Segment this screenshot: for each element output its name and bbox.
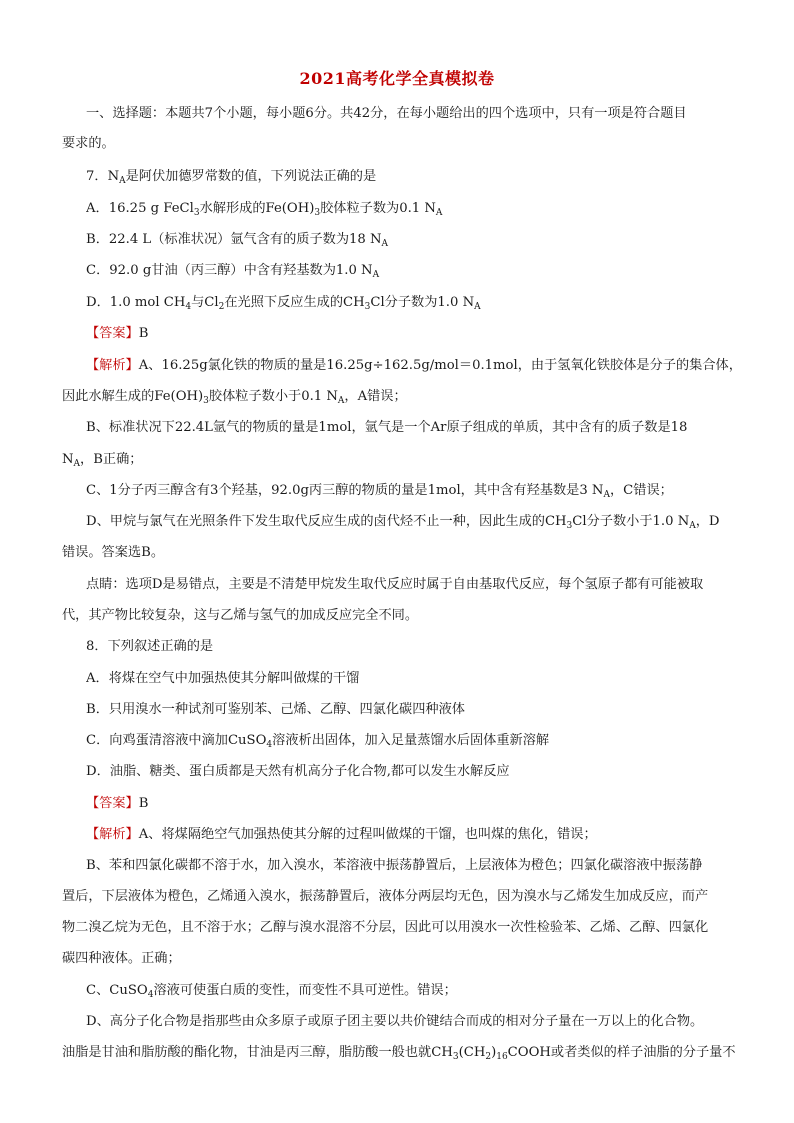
q7-explanation-line1 (86, 356, 742, 376)
text-fragment: C．92.0 g甘油（丙三醇）中含有羟基数为1.0 N (86, 263, 373, 278)
text-fragment: C、1分子丙三醇含有3个羟基，92.0g丙三醇的物质的量是1mol，其中含有羟基数是3 N (86, 483, 604, 498)
text-fragment: 7．N (86, 169, 120, 184)
text-fragment: 4 (266, 740, 273, 750)
text-fragment: D．1.0 mol CH (86, 295, 186, 310)
section-instructions-line1: 一、选择题：本题共7个小题，每小题6分。共42分，在每小题给出的四个选项中，只有一项是符合题目 (86, 106, 687, 121)
text-fragment: 与Cl (191, 295, 219, 310)
text-fragment: A (372, 270, 380, 280)
q8-answer (86, 794, 742, 814)
q7-option-a (86, 199, 742, 219)
text-fragment: 油脂是甘油和脂肪酸的酯化物，甘油是丙三醇，脂肪酸一般也就CH (62, 1045, 453, 1060)
text-fragment: ，D (695, 514, 720, 529)
text-fragment: 3 (203, 396, 209, 406)
q7-explanation-line6 (86, 512, 742, 532)
text-fragment: 3 (452, 1052, 459, 1062)
q8-stem: 8．下列叙述正确的是 (86, 639, 214, 654)
q7-tip-line2: 代，其产物比较复杂，这与乙烯与氢气的加成反应完全不同。 (62, 608, 419, 623)
text-fragment: ，B正确； (80, 452, 143, 467)
q7-explanation-line7: 错误。答案选B。 (62, 545, 165, 560)
text-fragment: 3 (364, 302, 371, 312)
text-fragment: A、将煤隔绝空气加强热使其分解的过程叫做煤的干馏，也叫煤的焦化，错误； (138, 827, 597, 842)
q7-option-b (86, 230, 742, 250)
text-fragment: ，A错误； (344, 389, 407, 404)
q8-option-b: B．只用溴水一种试剂可鉴别苯、己烯、乙醇、四氯化碳四种液体 (86, 702, 465, 717)
text-fragment: C．向鸡蛋清溶液中滴加CuSO (86, 733, 267, 748)
text-fragment: 16 (496, 1052, 508, 1062)
text-fragment: B (138, 326, 149, 341)
text-fragment: (CH (458, 1045, 486, 1060)
text-fragment: A (119, 176, 126, 186)
q7-tip-line1: 点睛：选项D是易错点，主要是不清楚甲烷发生取代反应时属于自由基取代反应，每个氢原子都有可能被取 (86, 577, 704, 592)
text-fragment: B．22.4 L（标准状况）氩气含有的质子数为18 N (86, 232, 382, 247)
q7-option-c (86, 261, 742, 281)
q8-explanation-line2: B、苯和四氯化碳都不溶于水，加入溴水，苯溶液中振荡静置后，上层液体为橙色；四氯化碳溶液中振荡静 (86, 858, 703, 873)
text-fragment: 胶体粒子数小于0.1 N (208, 389, 338, 404)
q7-option-d (86, 293, 742, 313)
q8-option-a: A．将煤在空气中加强热使其分解叫做煤的干馏 (86, 671, 360, 686)
text-fragment: 溶液可使蛋白质的变性，而变性不具可逆性。错误； (153, 983, 457, 998)
text-fragment: A (689, 521, 696, 531)
text-fragment: ) (491, 1045, 497, 1060)
text-fragment: 4 (147, 990, 154, 1000)
q8-explanation-line3: 置后，下层液体为橙色，乙烯通入溴水，振荡静置后，液体分两层均无色，因为溴水与乙烯发生加成反应，而产 (62, 889, 709, 904)
text-fragment: A．16.25 g FeCl (86, 201, 194, 216)
text-fragment: A (73, 459, 81, 469)
q7-stem (86, 167, 742, 187)
text-fragment: 胶体粒子数为0.1 N (320, 201, 436, 216)
explanation-label: 【解析】 (86, 358, 139, 373)
text-fragment: N (62, 452, 74, 467)
text-fragment: A (603, 490, 610, 500)
q8-explanation-line4: 物二溴乙烷为无色，且不溶于水；乙醇与溴水混溶不分层，因此可以用溴水一次性检验苯、乙烯、乙醇、四氯化 (62, 920, 709, 935)
q7-explanation-line5 (86, 481, 742, 501)
q8-option-c (86, 731, 742, 751)
text-fragment: Cl分子数为1.0 N (370, 295, 475, 310)
page-title: 2021高考化学全真模拟卷 (299, 69, 495, 88)
text-fragment: COOH或者类似的样子油脂的分子量不 (507, 1045, 736, 1060)
text-fragment: 是阿伏加德罗常数的值，下列说法正确的是 (125, 169, 377, 184)
q8-explanation-line8 (62, 1043, 742, 1063)
q8-explanation-line7: D、高分子化合物是指那些由众多原子或原子团主要以共价键结合而成的相对分子量在一万以上的化合物。 (86, 1014, 704, 1029)
text-fragment: ，C错误； (609, 483, 673, 498)
q7-explanation-line4 (62, 450, 742, 470)
text-fragment: A (474, 302, 481, 312)
q7-explanation-line2 (62, 387, 742, 407)
q8-explanation-line5: 碳四种液体。正确； (62, 951, 181, 966)
text-fragment: 3 (193, 208, 200, 218)
text-fragment: Cl分子数小于1.0 N (572, 514, 690, 529)
text-fragment: B (138, 796, 149, 811)
text-fragment: 水解形成的Fe(OH) (199, 201, 315, 216)
text-fragment: A (381, 239, 389, 249)
text-fragment: A、16.25g氯化铁的物质的量是16.25g÷162.5g/mol＝0.1mol，由于氢氧化铁胶体是分子的集合体， (138, 358, 742, 373)
text-fragment: 溶液析出固体，加入足量蒸馏水后固体重新溶解 (272, 733, 550, 748)
text-fragment: C、CuSO (86, 983, 148, 998)
q8-explanation-line6 (86, 981, 742, 1001)
q8-option-d: D．油脂、糖类、蛋白质都是天然有机高分子化合物,都可以发生水解反应 (86, 764, 510, 779)
text-fragment: 因此水解生成的Fe(OH) (62, 389, 204, 404)
q7-explanation-line3: B、标准状况下22.4L氩气的物质的量是1mol，氩气是一个Ar原子组成的单质，其中含有的质子数是18 (86, 420, 688, 435)
text-fragment: 3 (566, 521, 573, 531)
text-fragment: 2 (218, 302, 225, 312)
q7-answer (86, 324, 742, 344)
answer-label: 【答案】 (86, 796, 139, 811)
explanation-label: 【解析】 (86, 827, 139, 842)
text-fragment: 3 (314, 208, 321, 218)
text-fragment: A (435, 208, 443, 218)
text-fragment: 2 (485, 1052, 492, 1062)
q8-explanation-line1 (86, 825, 742, 845)
text-fragment: D、甲烷与氯气在光照条件下发生取代反应生成的卤代烃不止一种，因此生成的CH (86, 514, 567, 529)
text-fragment: 4 (185, 302, 192, 312)
answer-label: 【答案】 (86, 326, 139, 341)
text-fragment: A (337, 396, 345, 406)
text-fragment: 在光照下反应生成的CH (224, 295, 365, 310)
section-instructions-line2: 要求的。 (62, 136, 115, 151)
